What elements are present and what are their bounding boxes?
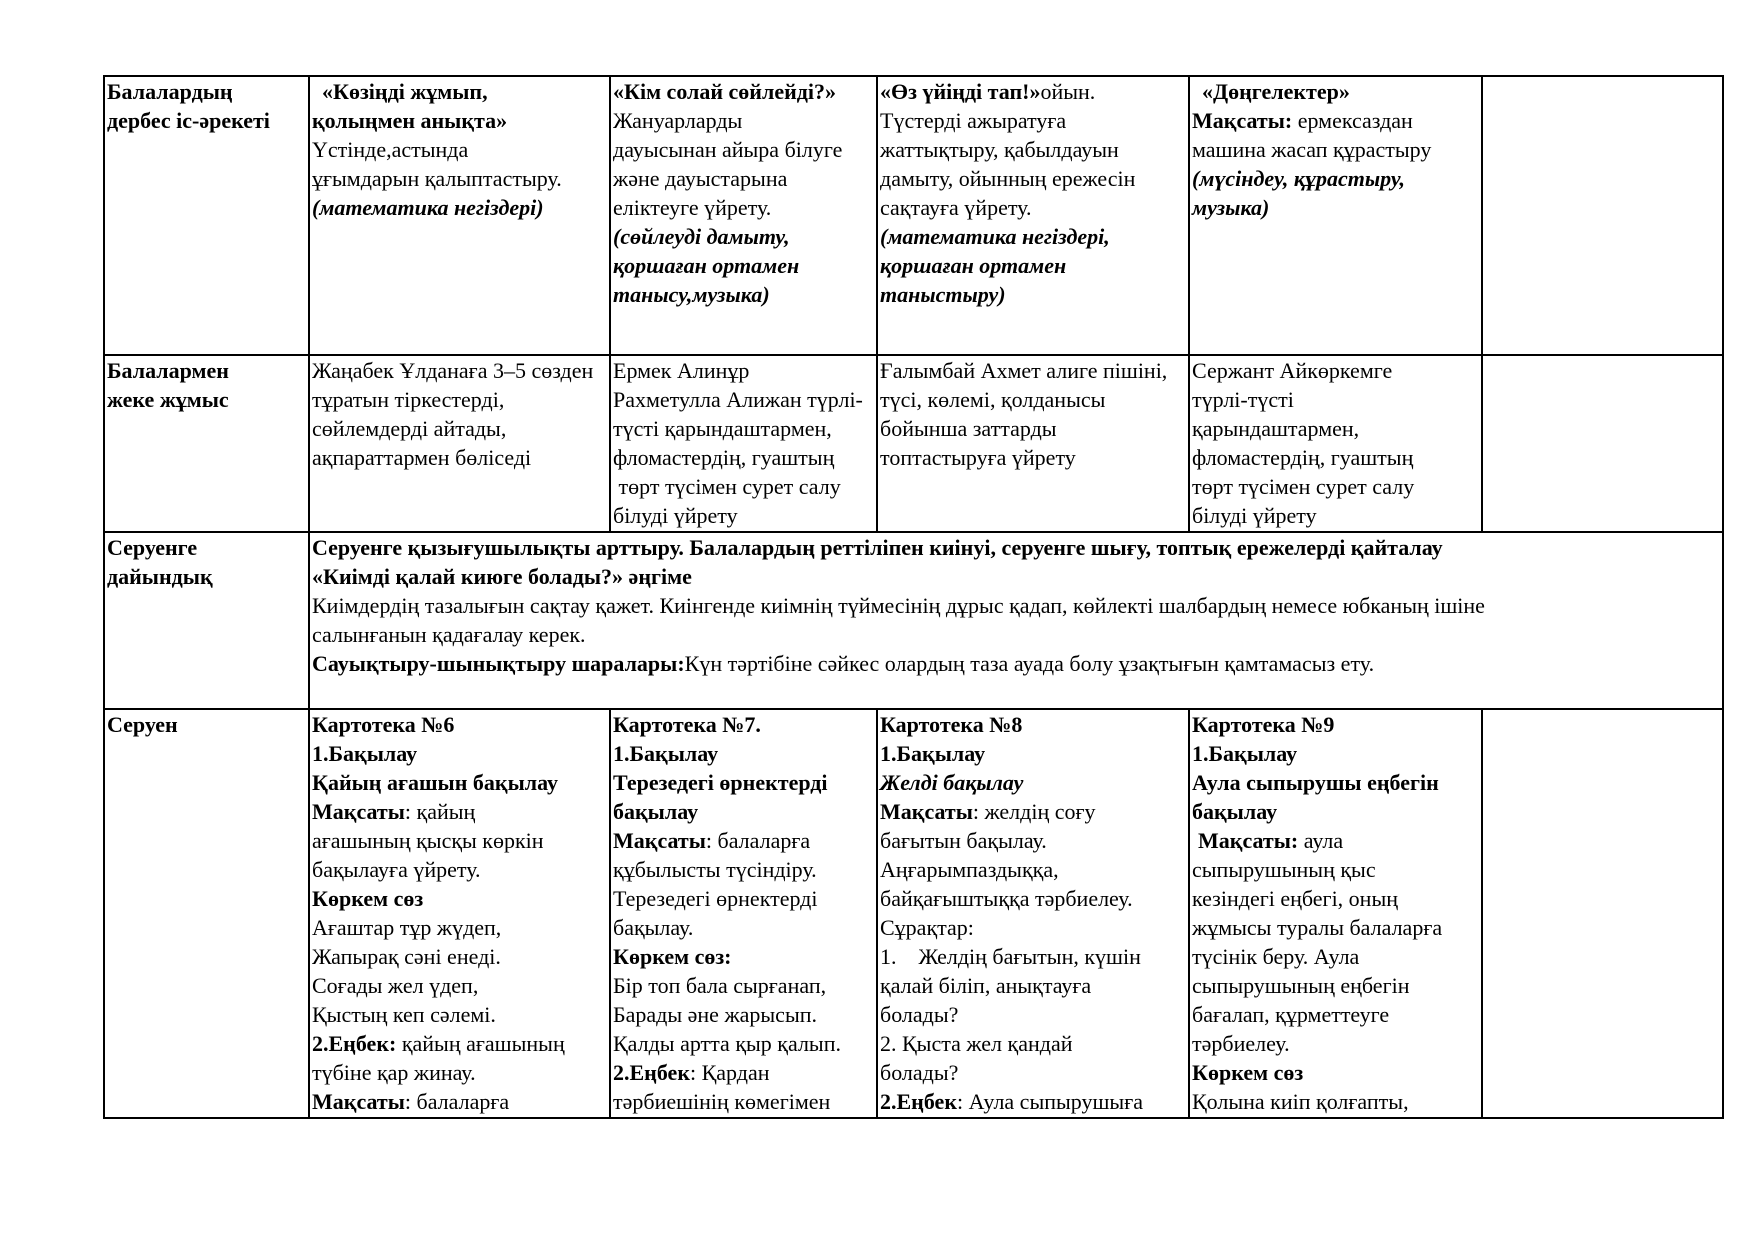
cell-individual-2: Ермек Алинұр Рахметулла Алижан түрлі- түсті қарындаштармен, фломастердің, гуаштың төрт түсімен сурет салу білуді үйрету xyxy=(610,355,877,532)
row-individual-work xyxy=(104,355,1723,532)
cell-free-activity-1: «Көзіңді жұмып, қолыңмен анықта» Үстінде,астында ұғымдарын қалыптастыру. (математика негіздері) xyxy=(309,76,610,355)
row-free-activity xyxy=(104,76,1723,355)
cell-individual-5 xyxy=(1482,355,1723,532)
row-label-walk: Серуен xyxy=(104,709,309,1118)
cell-free-activity-5 xyxy=(1482,76,1723,355)
cell-walk-2: Картотека №7. 1.Бақылау Терезедегі өрнектерді бақылау Мақсаты: балаларға құбылысты түсіндіру. Терезедегі өрнектерді бақылау. Көркем сөз: Бір топ бала сырғанап, Барады әне жарысып. Қалды артта қыр қалып. 2.Еңбек: Қардан тәрбиешінің көмегімен xyxy=(610,709,877,1118)
row-walk xyxy=(104,709,1723,1118)
row-label-walk-preparation: Серуенге дайындық xyxy=(104,532,309,709)
cell-walk-4: Картотека №9 1.Бақылау Аула сыпырушы еңбегін бақылау Мақсаты: аула сыпырушының қыс кезіндегі еңбегі, оның жұмысы туралы балаларға түсінік беру. Аула сыпырушының еңбегін бағалап, құрметтеуге тәрбиелеу. Көркем сөз Қолына киіп қолғапты, xyxy=(1189,709,1482,1118)
row-label-free-activity: Балалардың дербес іс-әрекеті xyxy=(104,76,309,355)
cell-walk-1: Картотека №6 1.Бақылау Қайың ағашын бақылау Мақсаты: қайың ағашының қысқы көркін бақылауға үйрету. Көркем сөз Ағаштар тұр жүдеп, Жапырақ сәні енеді. Соғады жел үдеп, Қыстың кеп сәлемі. 2.Еңбек: қайың ағашының түбіне қар жинау. Мақсаты: балаларға xyxy=(309,709,610,1118)
cell-individual-3: Ғалымбай Ахмет алиге пішіні, түсі, көлемі, қолданысы бойынша заттарды топтастыруға үйрету xyxy=(877,355,1189,532)
daily-plan-table xyxy=(103,75,1724,1119)
cell-walk-3: Картотека №8 1.Бақылау Желді бақылау Мақсаты: желдің соғу бағытын бақылау. Аңғарымпаздыққа, байқағыштыққа тәрбиелеу. Сұрақтар: 1. Желдің бағытын, күшін қалай біліп, анықтауға болады? 2. Қыста жел қандай болады? 2.Еңбек: Аула сыпырушыға xyxy=(877,709,1189,1118)
cell-free-activity-3: «Өз үйіңді тап!»ойын. Түстерді ажыратуға жаттықтыру, қабылдауын дамыту, ойынның ережесін сақтауға үйрету. (математика негіздері, қоршаған ортамен таныстыру) xyxy=(877,76,1189,355)
row-label-individual-work: Балалармен жеке жұмыс xyxy=(104,355,309,532)
cell-individual-4: Сержант Айкөркемге түрлі-түсті қарындаштармен, фломастердің, гуаштың төрт түсімен сурет салу білуді үйрету xyxy=(1189,355,1482,532)
cell-individual-1: Жаңабек Ұлданаға 3–5 сөзден тұратын тіркестерді, сөйлемдерді айтады, ақпараттармен бөліседі xyxy=(309,355,610,532)
row-walk-preparation xyxy=(104,532,1723,709)
cell-walk-5 xyxy=(1482,709,1723,1118)
cell-free-activity-4: «Дөңгелектер» Мақсаты: ермексаздан машина жасап құрастыру (мүсіндеу, құрастыру, музыка) xyxy=(1189,76,1482,355)
cell-free-activity-2: «Кім солай сөйлейді?» Жануарларды дауысынан айыра білуге және дауыстарына еліктеуге үйрету. (сөйлеуді дамыту, қоршаған ортамен танысу,музыка) xyxy=(610,76,877,355)
cell-walk-preparation: Серуенге қызығушылықты арттыру. Балалардың реттіліпен киінуі, серуенге шығу, топтық ережелерді қайталау «Киімді қалай киюге болады?» әңгіме Киімдердің тазалығын сақтау қажет. Киінгенде киімнің түймесінің дұрыс қадап, көйлекті шалбардың немесе юбканың ішіне салынғанын қадағалау керек. Сауықтыру-шынықтыру шаралары:Күн тәртібіне сәйкес олардың таза ауада болу ұзақтығын қамтамасыз ету. xyxy=(309,532,1723,709)
